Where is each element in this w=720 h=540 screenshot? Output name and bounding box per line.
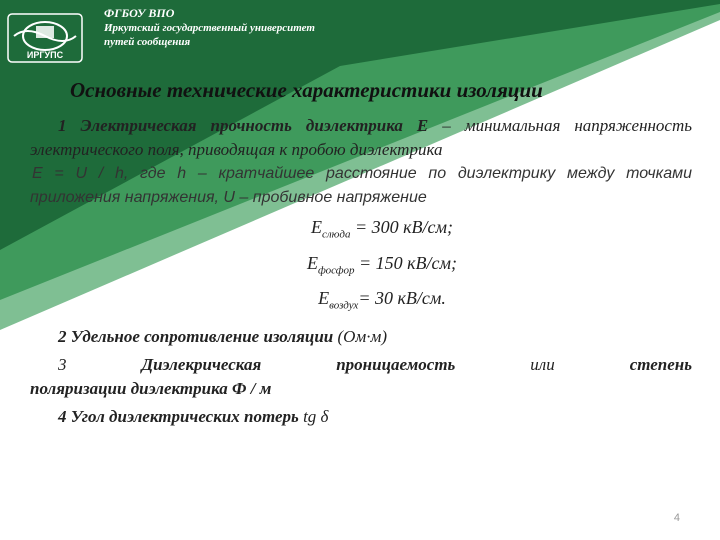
formula-text: E = U / h, где h – кратчайшее расстояние по диэлектрику между точками приложения напряжения, U – пробивное напряжение [30, 165, 692, 206]
item2-rest: (Ом·м) [333, 326, 388, 346]
university-logo [6, 12, 84, 64]
item3-line1 [30, 353, 692, 377]
item3-word2: проницаемость [336, 354, 456, 374]
item4-paragraph [30, 405, 692, 429]
header [0, 0, 720, 80]
logo-text: ИРГУПС [26, 50, 64, 60]
formula-paragraph [30, 162, 692, 210]
item3-word3: или [530, 354, 555, 374]
item3-num: 3 [58, 354, 67, 374]
item4-bold: 4 Угол диэлектрических потерь [58, 406, 299, 426]
org-line3: путей сообщения [104, 36, 191, 48]
header-text [104, 6, 315, 49]
item3-word4: степень [629, 354, 692, 374]
org-line1: ФГБОУ ВПО [104, 6, 175, 20]
slide-title: Основные технические характеристики изоляции [70, 78, 543, 102]
mica-value: $E_{слюда} = 300$ кВ/см; [310, 217, 454, 241]
page-number: 4 [673, 512, 680, 524]
item1-rest: – минимальная напряженность электрического поля, приводящая к пробою диэлектрика [30, 116, 692, 159]
item4-rest: tg δ [298, 406, 329, 426]
item2-paragraph [30, 325, 692, 349]
phosphor-value: $E_{фосфор} = 150$ кВ/см; [307, 252, 457, 277]
air-value: $E_{воздух}= 30$ кВ/см. [318, 288, 446, 312]
item1-bold: 1 Электрическая прочность диэлектрика Е [58, 116, 429, 135]
item3-line2: поляризации диэлектрика Ф / м [30, 378, 272, 398]
item3-word1: Диэлекрическая [141, 354, 262, 374]
item2-bold: 2 Удельное сопротивление изоляции [58, 326, 334, 346]
slide-content [30, 114, 692, 429]
org-line2: Иркутский государственный университет [104, 22, 315, 34]
item1-paragraph [30, 114, 692, 162]
